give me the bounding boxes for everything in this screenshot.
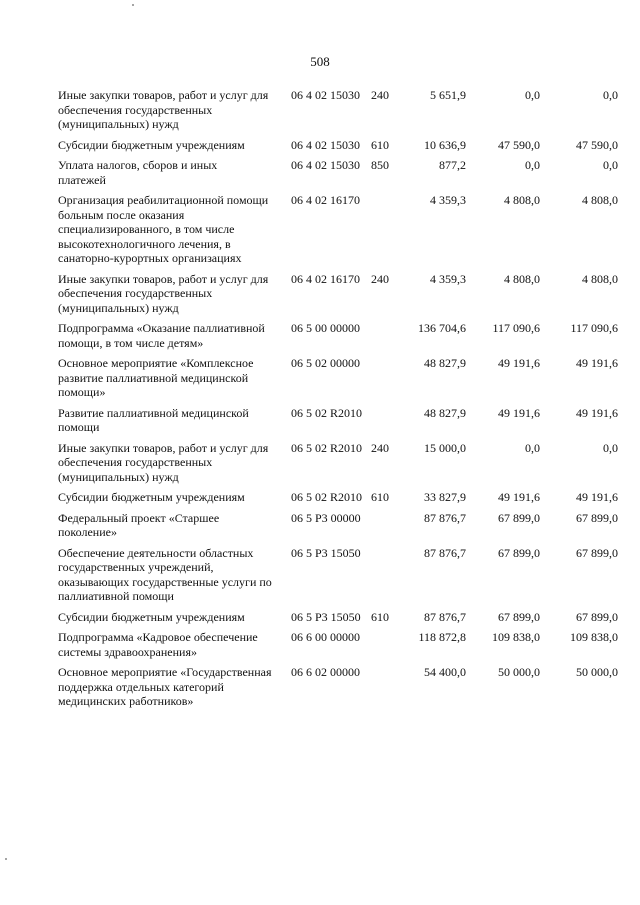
table-row <box>58 610 618 625</box>
table-row <box>58 490 618 505</box>
amount-year-1: 87 876,7 <box>424 510 466 525</box>
item-name: Обеспечение деятельности областных государственных учреждений, оказывающих государственные услуги по паллиативной помощи <box>58 545 272 603</box>
table-row <box>58 546 618 604</box>
item-name: Субсидии бюджетным учреждениям <box>58 490 245 504</box>
amount-year-1: 15 000,0 <box>424 440 466 455</box>
amount-year-2: 67 899,0 <box>498 545 540 560</box>
target-article-code: 06 4 02 15030 <box>291 158 360 172</box>
expense-type-code: 240 <box>371 440 389 455</box>
amount-year-1: 118 872,8 <box>418 630 466 644</box>
target-article-code: 06 5 02 R2010 <box>291 405 363 420</box>
table-row <box>58 88 618 132</box>
expense-type-code: 610 <box>371 609 389 624</box>
amount-year-1: 877,2 <box>439 158 466 172</box>
amount-year-3: 0,0 <box>603 88 618 102</box>
amount-year-2: 0,0 <box>525 440 540 455</box>
amount-year-2: 109 838,0 <box>492 630 540 644</box>
amount-year-1: 54 400,0 <box>424 665 466 679</box>
table-row <box>58 158 618 187</box>
amount-year-2: 50 000,0 <box>498 665 540 679</box>
expense-type-code: 610 <box>371 137 389 152</box>
item-name: Субсидии бюджетным учреждениям <box>58 609 245 624</box>
item-name: Основное мероприятие «Государственная поддержка отдельных категорий медицинских работников» <box>58 665 272 708</box>
amount-year-3: 49 191,6 <box>576 405 618 420</box>
budget-table <box>58 88 618 709</box>
table-row <box>58 193 618 266</box>
scan-speck <box>132 4 134 6</box>
item-name: Организация реабилитационной помощи больным после оказания специализированного, в том числе высокотехнологичного лечения, в санаторно-курортных организациях <box>58 193 269 265</box>
item-name: Подпрограмма «Оказание паллиативной помощи, в том числе детям» <box>58 321 265 350</box>
amount-year-2: 4 808,0 <box>504 193 540 207</box>
item-name: Иные закупки товаров, работ и услуг для обеспечения государственных (муниципальных) нужд <box>58 440 269 484</box>
item-name: Развитие паллиативной медицинской помощи <box>58 405 249 434</box>
target-article-code: 06 5 P3 15050 <box>291 545 361 560</box>
target-article-code: 06 5 P3 00000 <box>291 510 361 525</box>
table-row <box>58 356 618 400</box>
table-row <box>58 321 618 350</box>
amount-year-2: 0,0 <box>525 158 540 172</box>
amount-year-1: 48 827,9 <box>424 405 466 420</box>
table-row <box>58 406 618 435</box>
page-number: 508 <box>310 54 330 69</box>
amount-year-3: 4 808,0 <box>582 193 618 207</box>
target-article-code: 06 4 02 16170 <box>291 193 360 207</box>
amount-year-1: 4 359,3 <box>430 193 466 207</box>
target-article-code: 06 4 02 16170 <box>291 271 360 286</box>
expense-type-code: 850 <box>371 158 389 172</box>
amount-year-3: 109 838,0 <box>570 630 618 644</box>
target-article-code: 06 5 02 R2010 <box>291 440 363 455</box>
item-name: Иные закупки товаров, работ и услуг для обеспечения государственных (муниципальных) нужд <box>58 271 269 315</box>
amount-year-3: 49 191,6 <box>576 356 618 370</box>
table-row <box>58 630 618 659</box>
target-article-code: 06 4 02 15030 <box>291 137 360 152</box>
amount-year-1: 33 827,9 <box>424 490 466 504</box>
target-article-code: 06 5 02 00000 <box>291 356 360 370</box>
table-row <box>58 665 618 709</box>
amount-year-1: 5 651,9 <box>430 88 466 102</box>
amount-year-2: 49 191,6 <box>498 490 540 504</box>
amount-year-1: 48 827,9 <box>424 356 466 370</box>
amount-year-3: 117 090,6 <box>570 321 618 335</box>
amount-year-3: 50 000,0 <box>576 665 618 679</box>
amount-year-2: 117 090,6 <box>492 321 540 335</box>
amount-year-3: 0,0 <box>603 158 618 172</box>
target-article-code: 06 6 00 00000 <box>291 630 360 644</box>
table-row <box>58 272 618 316</box>
target-article-code: 06 5 P3 15050 <box>291 609 361 624</box>
amount-year-2: 49 191,6 <box>498 405 540 420</box>
amount-year-1: 4 359,3 <box>430 271 466 286</box>
table-row <box>58 138 618 153</box>
amount-year-3: 47 590,0 <box>576 137 618 152</box>
amount-year-1: 10 636,9 <box>424 137 466 152</box>
target-article-code: 06 6 02 00000 <box>291 665 360 679</box>
target-article-code: 06 5 00 00000 <box>291 321 360 335</box>
amount-year-2: 0,0 <box>525 88 540 102</box>
amount-year-3: 0,0 <box>603 440 618 455</box>
amount-year-2: 47 590,0 <box>498 137 540 152</box>
expense-type-code: 610 <box>371 490 389 504</box>
scan-speck <box>5 858 7 860</box>
item-name: Иные закупки товаров, работ и услуг для обеспечения государственных (муниципальных) нужд <box>58 88 269 131</box>
expense-type-code: 240 <box>371 271 389 286</box>
amount-year-1: 87 876,7 <box>424 545 466 560</box>
item-name: Уплата налогов, сборов и иных платежей <box>58 158 218 187</box>
amount-year-2: 4 808,0 <box>504 271 540 286</box>
target-article-code: 06 5 02 R2010 <box>291 490 363 504</box>
amount-year-3: 67 899,0 <box>576 545 618 560</box>
amount-year-2: 49 191,6 <box>498 356 540 370</box>
amount-year-1: 136 704,6 <box>418 321 466 335</box>
amount-year-1: 87 876,7 <box>424 609 466 624</box>
table-row <box>58 511 618 540</box>
amount-year-3: 67 899,0 <box>576 609 618 624</box>
amount-year-3: 67 899,0 <box>576 510 618 525</box>
item-name: Основное мероприятие «Комплексное развитие паллиативной медицинской помощи» <box>58 356 254 399</box>
item-name: Федеральный проект «Старшее поколение» <box>58 510 220 539</box>
target-article-code: 06 4 02 15030 <box>291 88 360 102</box>
table-row <box>58 441 618 485</box>
expense-type-code: 240 <box>371 88 389 102</box>
amount-year-2: 67 899,0 <box>498 609 540 624</box>
item-name: Подпрограмма «Кадровое обеспечение системы здравоохранения» <box>58 630 258 659</box>
item-name: Субсидии бюджетным учреждениям <box>58 137 245 152</box>
amount-year-2: 67 899,0 <box>498 510 540 525</box>
amount-year-3: 4 808,0 <box>582 271 618 286</box>
amount-year-3: 49 191,6 <box>576 490 618 504</box>
